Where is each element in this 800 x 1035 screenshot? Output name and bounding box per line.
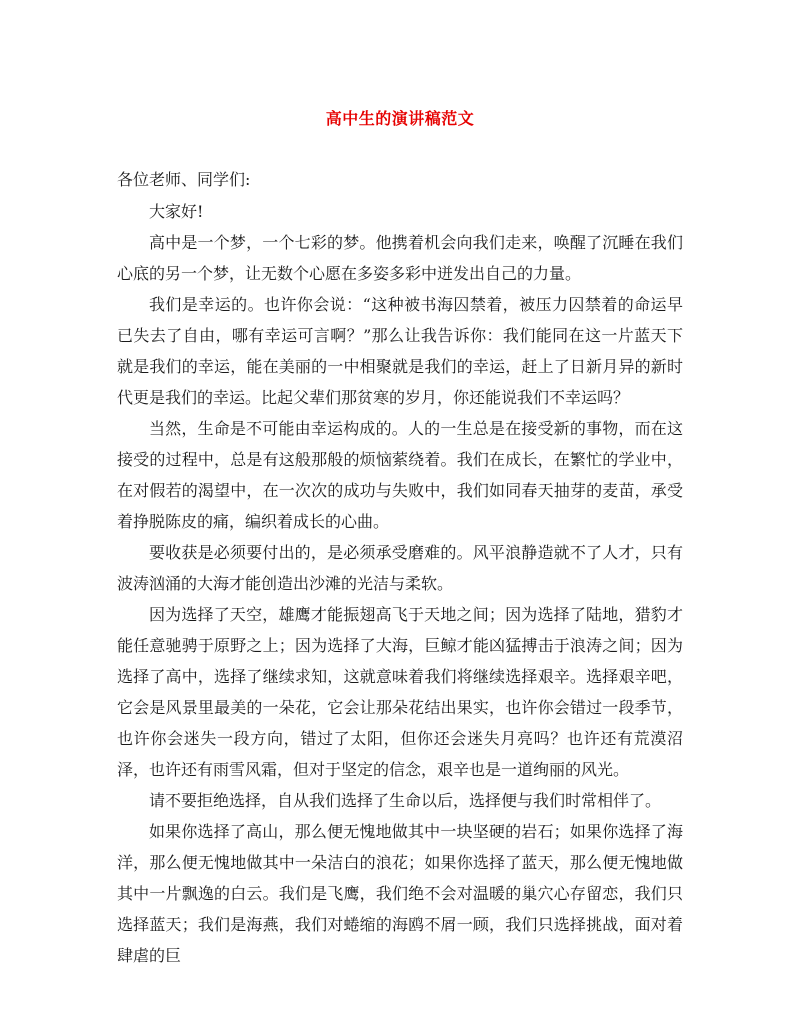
paragraph: 如果你选择了高山，那么便无愧地做其中一块坚硬的岩石；如果你选择了海洋，那么便无愧地做其中一朵洁白的浪花；如果你选择了蓝天，那么便无愧地做其中一片飘逸的白云。我们是飞鹰，我们绝不会对温暖的巢穴心存留恋，我们只选择蓝天；我们是海燕，我们对蜷缩的海鸥不屑一顾，我们只选择挑战，面对着肆虐的巨 bbox=[117, 822, 683, 965]
paragraph: 当然，生命是不可能由幸运构成的。人的一生总是在接受新的事物，而在这接受的过程中，总是有这般那般的烦恼萦绕着。我们在成长，在繁忙的学业中，在对假若的渴望中，在一次次的成功与失败中，我们如同春天抽芽的麦苗，承受着挣脱陈皮的痛，编织着成长的心曲。 bbox=[117, 419, 683, 531]
paragraph: 要收获是必须要付出的，是必须承受磨难的。风平浪静造就不了人才，只有波涛汹涌的大海才能创造出沙滩的光洁与柔软。 bbox=[117, 543, 683, 593]
paragraph: 我们是幸运的。也许你会说：“这种被书海囚禁着，被压力囚禁着的命运早已失去了自由，哪有幸运可言啊？”那么让我告诉你：我们能同在这一片蓝天下就是我们的幸运，能在美丽的一中相聚就是我们的幸运，赶上了日新月异的新时代更是我们的幸运。比起父辈们那贫寒的岁月，你还能说我们不幸运吗？ bbox=[117, 295, 683, 407]
greeting-line: 各位老师、同学们: bbox=[117, 170, 251, 189]
paragraph: 大家好! bbox=[149, 202, 204, 221]
document-body bbox=[117, 196, 683, 971]
paragraph: 高中是一个梦，一个七彩的梦。他携着机会向我们走来，唤醒了沉睡在我们心底的另一个梦，让无数个心愿在多姿多彩中迸发出自己的力量。 bbox=[117, 233, 683, 283]
document-title: 高中生的演讲稿范文 bbox=[325, 109, 475, 128]
paragraph: 请不要拒绝选择，自从我们选择了生命以后，选择便与我们时常相伴了。 bbox=[149, 791, 662, 810]
paragraph: 因为选择了天空，雄鹰才能振翅高飞于天地之间；因为选择了陆地，猎豹才能任意驰骋于原野之上；因为选择了大海，巨鲸才能凶猛搏击于浪涛之间；因为选择了高中，选择了继续求知，这就意味着我们将继续选择艰辛。选择艰辛吧，它会是风景里最美的一朵花，它会让那朵花结出果实，也许你会错过一段季节，也许你会迷失一段方向，错过了太阳，但你还会迷失月亮吗？也许还有荒漠沼泽，也许还有雨雪风霜，但对于坚定的信念，艰辛也是一道绚丽的风光。 bbox=[117, 605, 683, 779]
